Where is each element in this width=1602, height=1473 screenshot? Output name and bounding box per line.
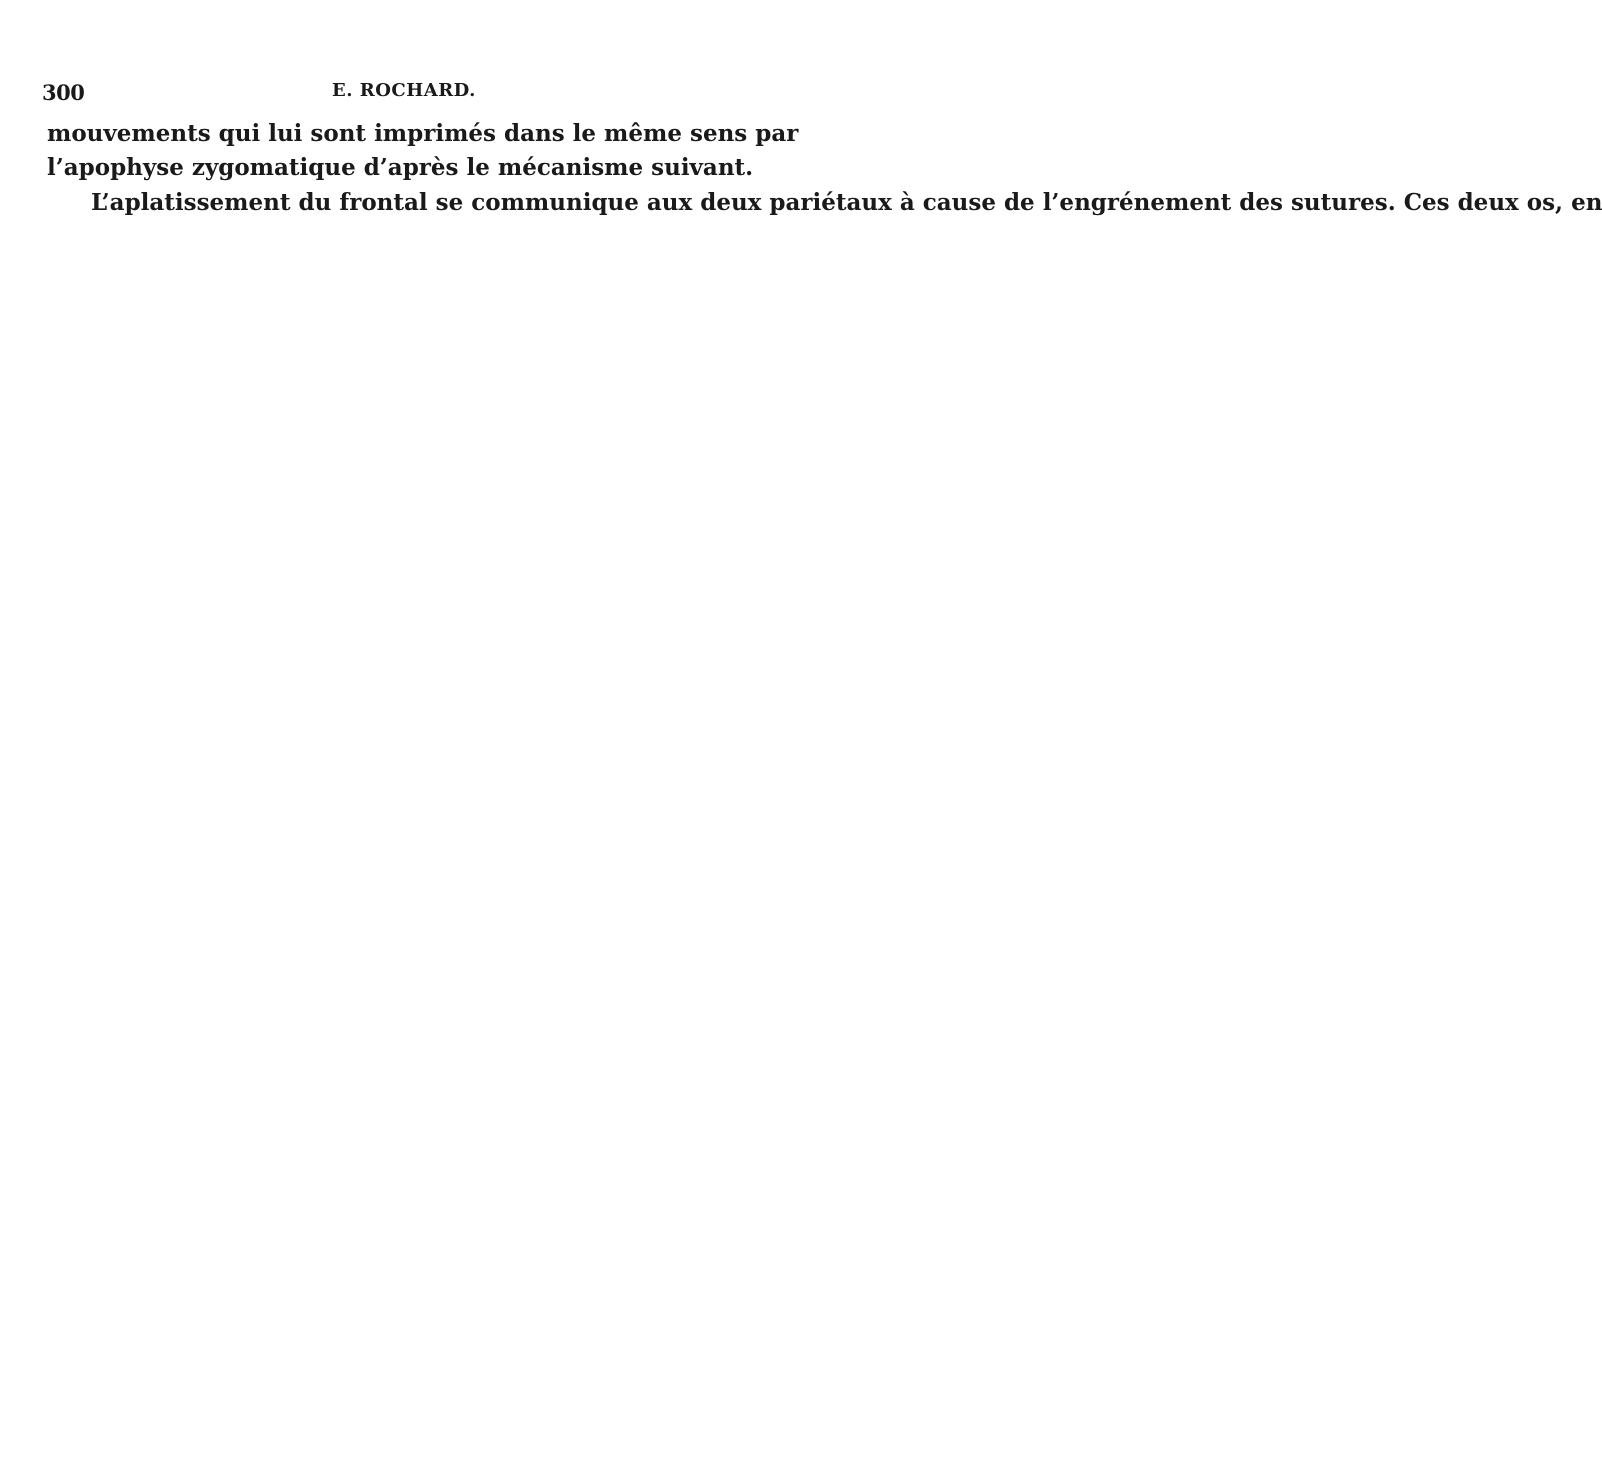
body-text [47,117,1602,220]
running-head: E. ROCHARD. [332,80,476,101]
page-number: 300 [42,80,85,105]
page-header [42,80,762,108]
text-line: l’apophyse zygomatique d’après le mécanisme suivant. [47,154,754,182]
text-line: mouvements qui lui sont imprimés dans le même sens par [47,120,799,147]
text-line: L’aplatissement du frontal se communique aux deux pariétaux à cause de l’engrénement des sutures. Ces deux os, en [91,188,1602,216]
